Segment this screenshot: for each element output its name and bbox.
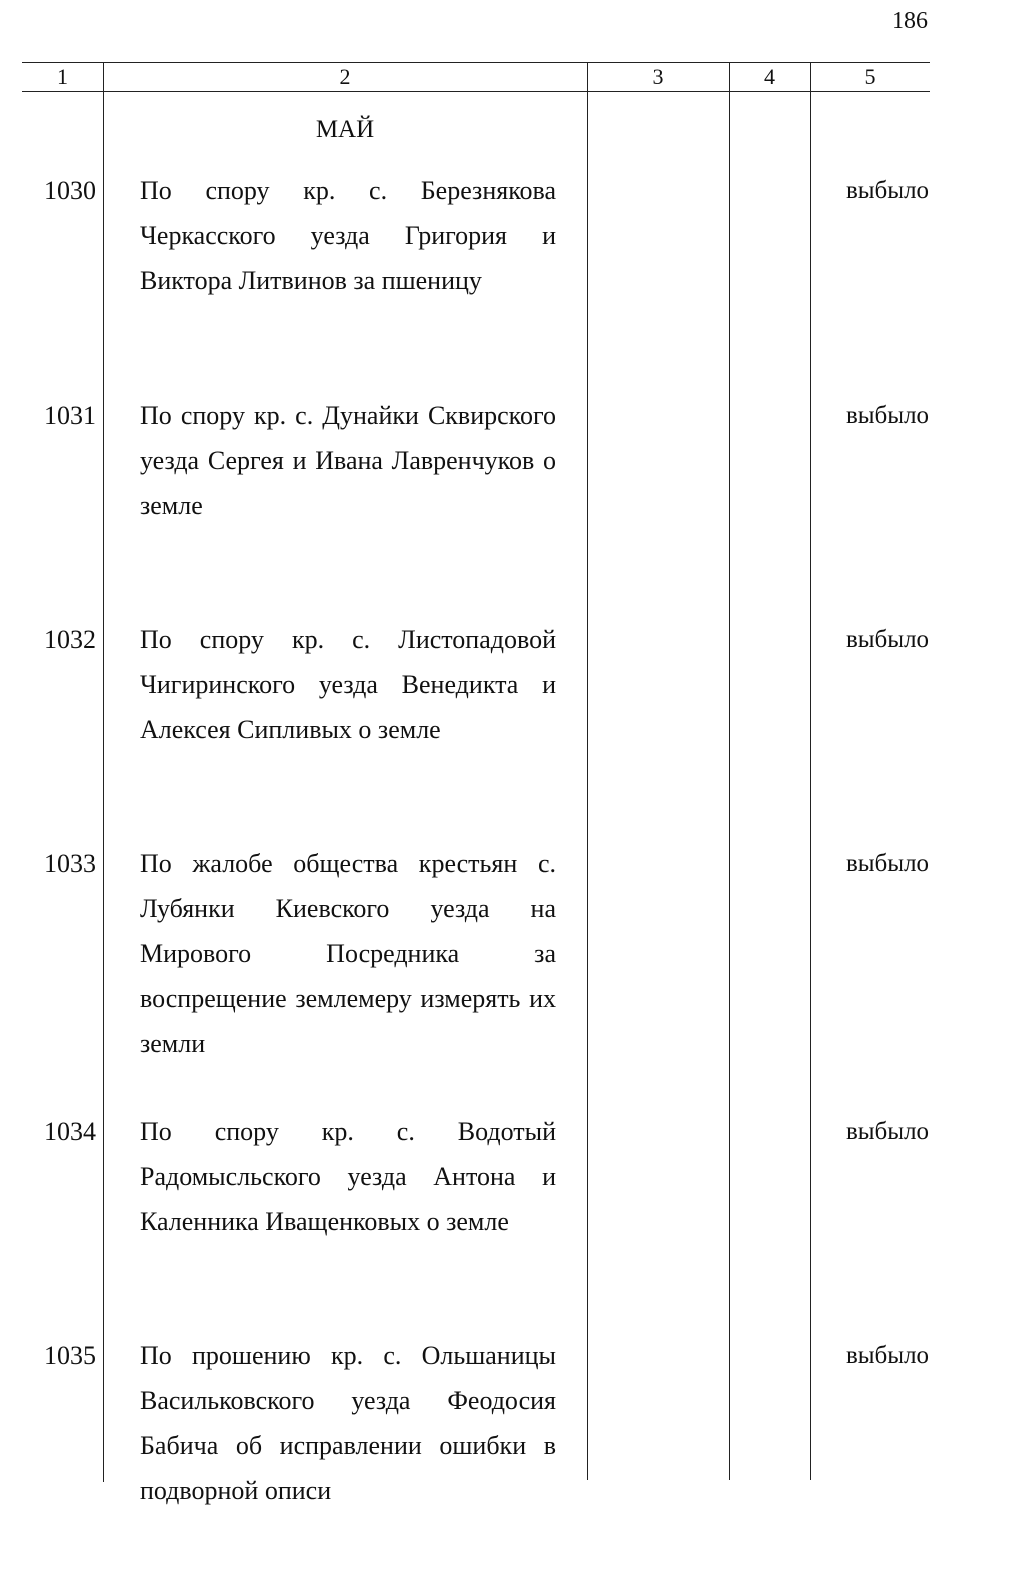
column-header-4: 4 [764, 64, 775, 89]
page-number: 186 [892, 8, 928, 34]
entry-status: выбыло [845, 1118, 930, 1145]
column-rule-4 [810, 62, 811, 1480]
entry-description: По спору кр. с. Березнякова Черкасского уезда Григория и Виктора Литвинов за пшеницу [140, 176, 556, 295]
entry-number: 1035 [44, 1341, 96, 1370]
column-rule-1 [103, 62, 104, 1482]
entry-number: 1030 [44, 176, 96, 205]
entry-status: выбыло [845, 177, 930, 204]
column-header-3: 3 [652, 64, 664, 89]
column-rule-3 [729, 62, 730, 1480]
month-heading: МАЙ [315, 116, 375, 143]
column-rule-2 [587, 62, 588, 1480]
table-top-rule [22, 62, 930, 63]
column-header-2: 2 [339, 64, 351, 89]
entry-status: выбыло [845, 626, 930, 653]
entry-description: По спору кр. с. Дунайки Сквирского уезда Сергея и Ивана Лавренчуков о земле [140, 401, 556, 520]
entry-status: выбыло [845, 1342, 930, 1369]
entry-status: выбыло [845, 850, 930, 877]
table-header-rule [22, 91, 930, 92]
entry-number: 1032 [44, 625, 96, 654]
entry-description: По прошению кр. с. Ольшаницы Васильковского уезда Феодосия Бабича об исправлении ошибки в подворной описи [140, 1341, 556, 1505]
entry-number: 1033 [44, 849, 96, 878]
column-header-1: 1 [57, 64, 68, 89]
column-header-5: 5 [864, 64, 876, 89]
entry-description: По спору кр. с. Водотый Радомысльского уезда Антона и Каленника Иващенковых о земле [140, 1117, 556, 1236]
entry-status: выбыло [845, 402, 930, 429]
entry-description: По спору кр. с. Листопадовой Чигиринского уезда Венедикта и Алексея Сипливых о земле [140, 625, 556, 744]
entry-number: 1034 [44, 1117, 96, 1146]
entry-description: По жалобе общества крестьян с. Лубянки Киевского уезда на Мирового Посредника за воспрещение землемеру измерять их земли [140, 849, 556, 1058]
entry-number: 1031 [44, 401, 96, 430]
